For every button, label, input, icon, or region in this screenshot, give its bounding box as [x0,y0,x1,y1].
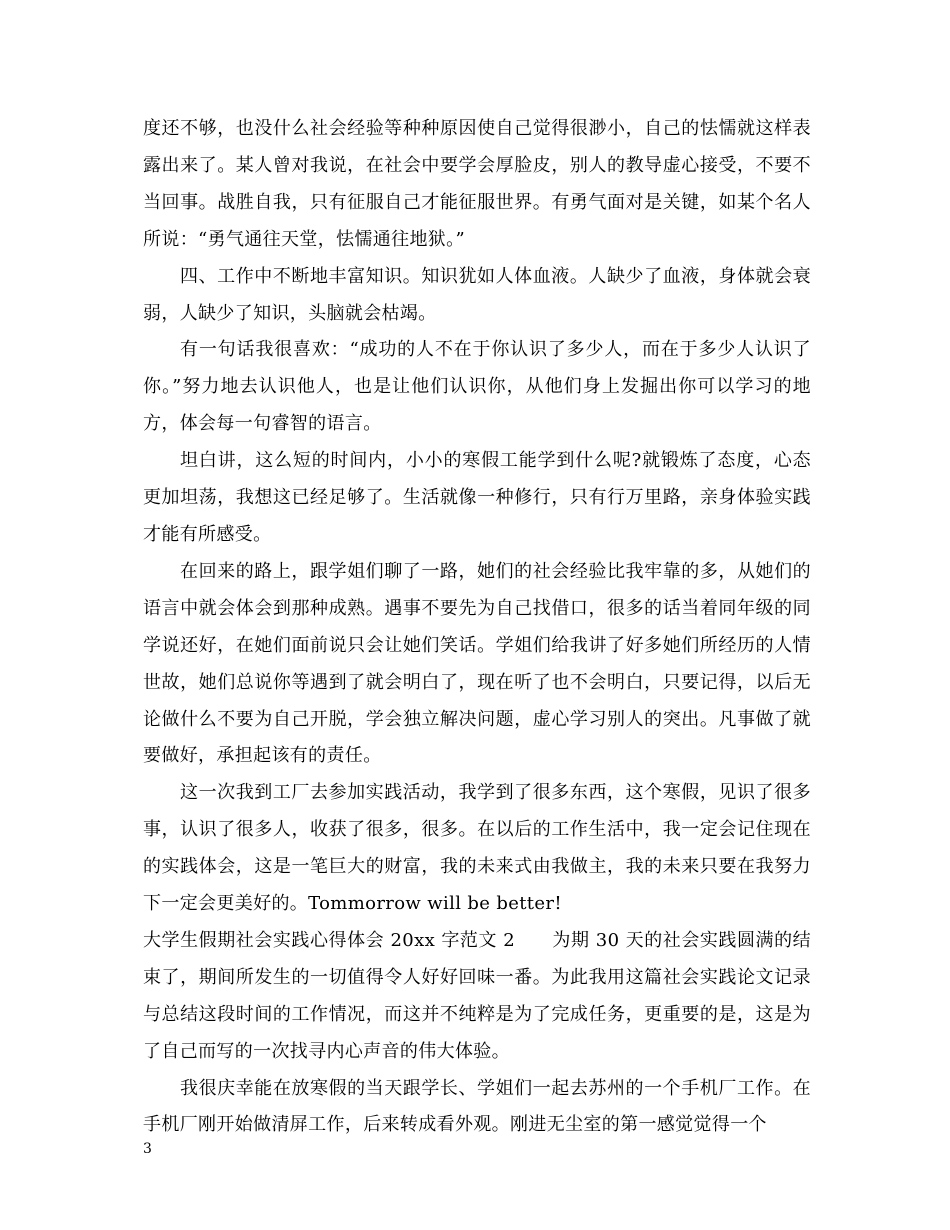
paragraph-way-back: 在回来的路上，跟学姐们聊了一路，她们的社会经验比我牢靠的多，从她们的语言中就会体会到那种成熟。遇事不要先为自己找借口，很多的话当着同年级的同学说还好，在她们面前说只会让她们笑话。学姐们给我讲了好多她们所经历的人情世故，她们总说你等遇到了就会明白了，现在听了也不会明白，只要记得，以后无论做什么不要为自己开脱，学会独立解决问题，虚心学习别人的突出。凡事做了就要做好，承担起该有的责任。 [143,560,811,767]
paragraph-practice-summary: 这一次我到工厂去参加实践活动，我学到了很多东西，这个寒假，见识了很多事，认识了很多人，收获了很多，很多。在以后的工作生活中，我一定会记住现在的实践体会，这是一笔巨大的财富，我的未来式由我做主，我的未来只要在我努力下一定会更美好的。Tommorrow will be better! [143,782,811,915]
paragraph-essay-2-opening: 大学生假期社会实践心得体会 20xx 字范文 2 为期 30 天的社会实践圆满的结束了，期间所发生的一切值得令人好好回味一番。为此我用这篇社会实践论文记录与总结这段时间的工作情况，而这并不纯粹是为了完成任务，更重要的是，这是为了自己而写的一次找寻内心声音的伟大体验。 [143,929,811,1062]
paragraph-favorite-saying: 有一句话我很喜欢：“成功的人不在于你认识了多少人，而在于多少人认识了你。”努力地去认识他人，也是让他们认识你，从他们身上发掘出你可以学习的地方，体会每一句睿智的语言。 [143,339,811,435]
document-body [143,111,811,1144]
paragraph-short-time: 坦白讲，这么短的时间内，小小的寒假工能学到什么呢?就锻炼了态度，心态更加坦荡，我想这已经足够了。生活就像一种修行，只有行万里路，亲身体验实践才能有所感受。 [143,450,811,545]
page-number: 3 [143,1141,152,1157]
paragraph-phone-factory: 我很庆幸能在放寒假的当天跟学长、学姐们一起去苏州的一个手机厂工作。在手机厂刚开始做清屏工作，后来转成看外观。刚进无尘室的第一感觉觉得一个 [143,1077,811,1136]
paragraph-courage: 度还不够，也没什么社会经验等种种原因使自己觉得很渺小，自己的怯懦就这样表露出来了。某人曾对我说，在社会中要学会厚脸皮，别人的教导虚心接受，不要不当回事。战胜自我，只有征服自己才能征服世界。有勇气面对是关键，如某个名人所说：“勇气通往天堂，怯懦通往地狱。” [143,118,811,250]
paragraph-knowledge: 四、工作中不断地丰富知识。知识犹如人体血液。人缺少了血液，身体就会衰弱，人缺少了知识，头脑就会枯竭。 [143,265,811,324]
